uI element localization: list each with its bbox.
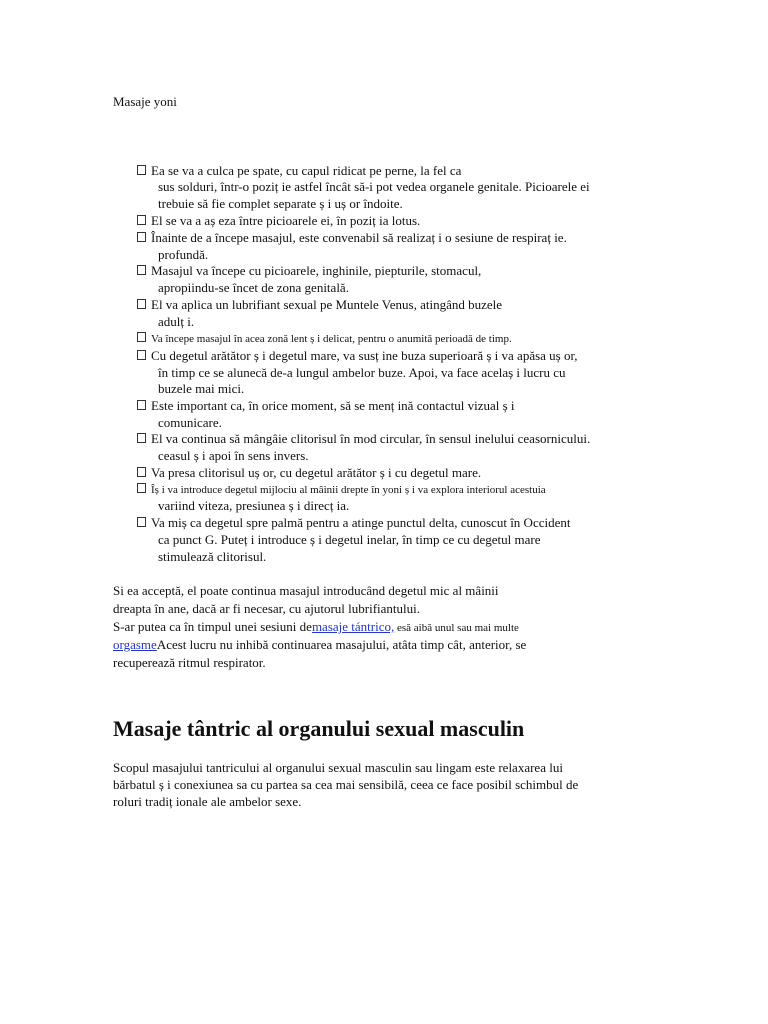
list-item: Este important ca, în orice moment, să se menț ină contactul vizual ș i <box>137 398 515 414</box>
document-title: Masaje yoni <box>113 94 177 109</box>
list-item-continuation: apropiindu-se încet de zona genitală. <box>158 280 349 295</box>
list-item-continuation: adulț i. <box>158 314 195 329</box>
paragraph-line: S-ar putea ca în timpul unei sesiuni demasaje tántrico, esă aibă unul sau mai multe <box>113 619 519 634</box>
list-item-continuation: ca punct G. Puteț i introduce ș i degetul inelar, în timp ce cu degetul mare <box>158 532 541 547</box>
list-item-continuation: trebuie să fie complet separate ș i uș or îndoite. <box>158 196 403 211</box>
paragraph-line: recuperează ritmul respirator. <box>113 655 266 670</box>
section-heading: Masaje tântric al organului sexual masculin <box>113 716 525 741</box>
paragraph-line: roluri tradiț ionale ale ambelor sexe. <box>113 794 302 809</box>
masaje-tantrico-link[interactable]: masaje tántrico, <box>311 619 395 634</box>
checkbox-glyph-icon <box>137 215 146 225</box>
list-item: Îș i va introduce degetul mijlociu al mâinii drepte în yoni ș i va explora interiorul acestuia <box>137 482 546 498</box>
checkbox-glyph-icon <box>137 332 146 342</box>
checkbox-glyph-icon <box>137 265 146 275</box>
list-item: Masajul va începe cu picioarele, inghinile, piepturile, stomacul, <box>137 263 481 279</box>
list-item: El va continua să mângâie clitorisul în mod circular, în sensul inelului ceasornicului. <box>137 431 590 447</box>
checkbox-glyph-icon <box>137 517 146 527</box>
list-item-continuation: ceasul ș i apoi în sens invers. <box>158 448 309 463</box>
list-item: Va miș ca degetul spre palmă pentru a atinge punctul delta, cunoscut în Occident <box>137 515 570 531</box>
checkbox-glyph-icon <box>137 299 146 309</box>
checkbox-glyph-icon <box>137 483 146 493</box>
checkbox-glyph-icon <box>137 400 146 410</box>
list-item-continuation: comunicare. <box>158 415 222 430</box>
list-item: El va aplica un lubrifiant sexual pe Muntele Venus, atingând buzele <box>137 297 502 313</box>
paragraph-line: dreapta în ane, dacă ar fi necesar, cu ajutorul lubrifiantului. <box>113 601 421 616</box>
checkbox-glyph-icon <box>137 467 146 477</box>
checkbox-glyph-icon <box>137 433 146 443</box>
paragraph-line: Si ea acceptă, el poate continua masajul introducând degetul mic al mâinii <box>113 583 499 598</box>
list-item-continuation: buzele mai mici. <box>158 381 245 396</box>
list-item-continuation: sus solduri, într-o poziț ie astfel încât să-i pot vedea organele genitale. Picioarele ei <box>158 179 590 194</box>
list-item: Înainte de a începe masajul, este convenabil să realizaț i o sesiune de respiraț ie. <box>137 230 567 246</box>
list-item: Va începe masajul în acea zonă lent ș i delicat, pentru o anumită perioadă de timp. <box>137 331 512 347</box>
checkbox-glyph-icon <box>137 350 146 360</box>
checkbox-glyph-icon <box>137 165 146 175</box>
paragraph-line: bărbatul ș i conexiunea sa cu partea sa cea mai sensibilă, ceea ce face posibil schimbul de <box>113 777 579 792</box>
list-item-continuation: stimulează clitorisul. <box>158 549 267 564</box>
list-item-continuation: în timp ce se alunecă de-a lungul ambelor buze. Apoi, va face acelaș i lucru cu <box>158 365 566 380</box>
list-item: Ea se va a culca pe spate, cu capul ridicat pe perne, la fel ca <box>137 163 461 179</box>
paragraph-line: Scopul masajului tantricului al organului sexual masculin sau lingam este relaxarea lui <box>113 760 563 775</box>
list-item: El se va a aș eza între picioarele ei, în poziț ia lotus. <box>137 213 420 229</box>
paragraph-line: orgasmeAcest lucru nu inhibă continuarea masajului, atâta timp cât, anterior, se <box>113 637 527 652</box>
list-item-continuation: variind viteza, presiunea ș i direcț ia. <box>158 498 350 513</box>
list-item: Cu degetul arătător ș i degetul mare, va susț ine buza superioară ș i va apăsa uș or, <box>137 348 578 364</box>
list-item-continuation: profundă. <box>158 247 209 262</box>
orgasme-link[interactable]: orgasme <box>113 637 157 652</box>
list-item: Va presa clitorisul uș or, cu degetul arătător ș i cu degetul mare. <box>137 465 481 481</box>
checkbox-glyph-icon <box>137 232 146 242</box>
